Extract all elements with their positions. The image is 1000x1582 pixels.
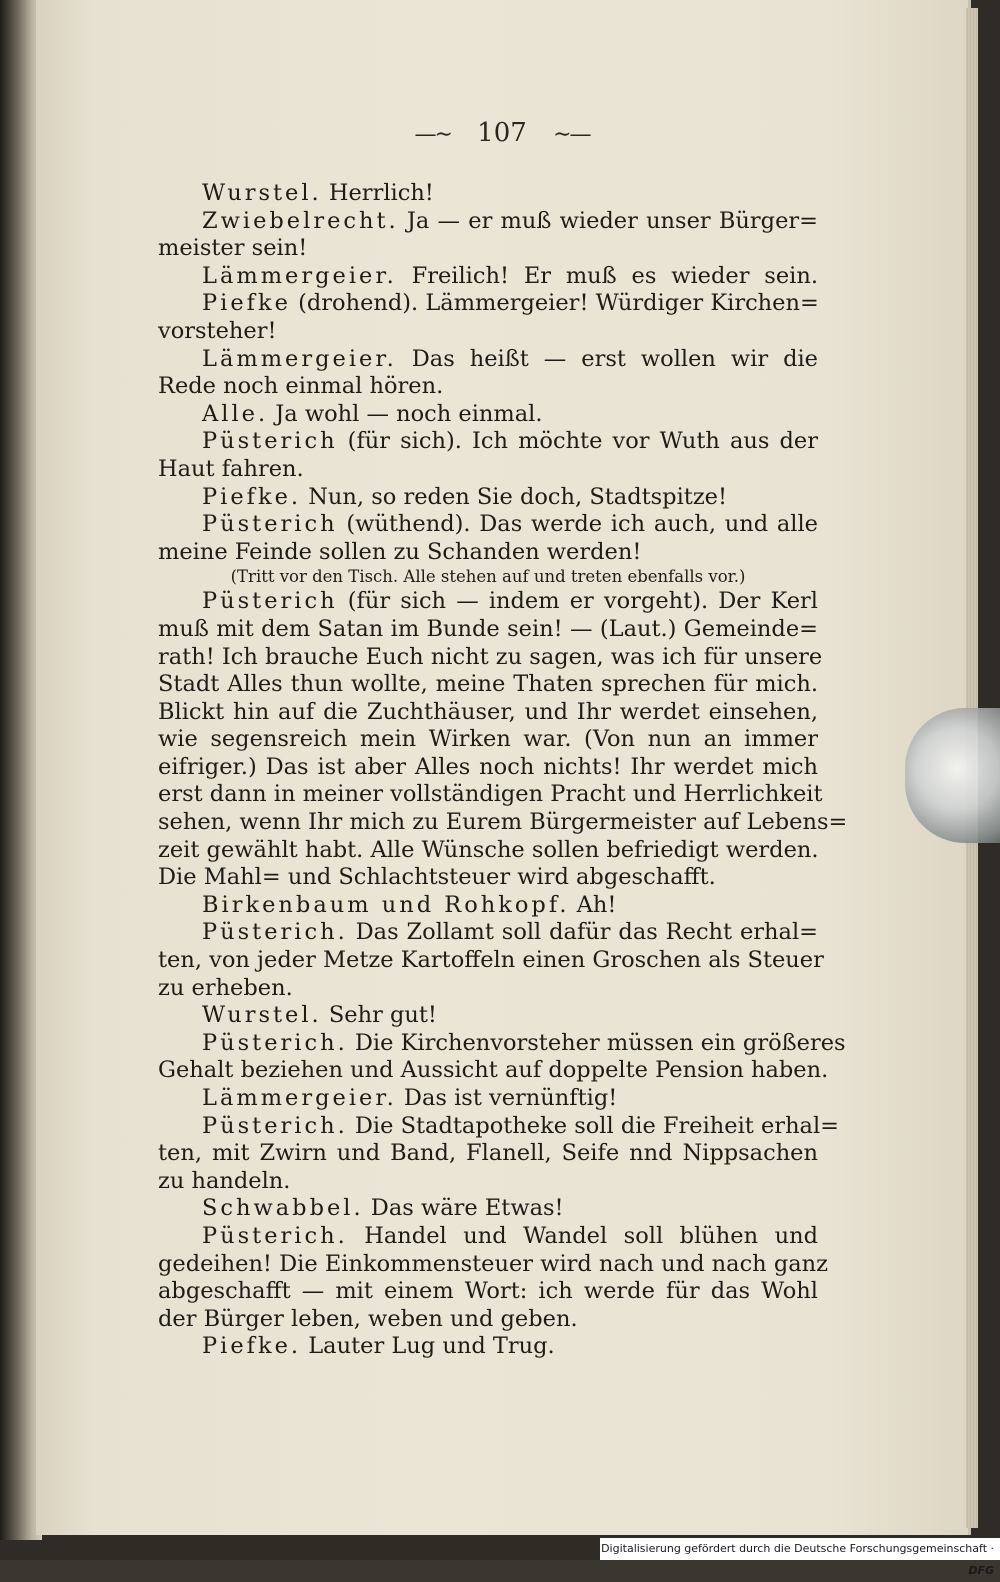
text-line <box>158 235 818 263</box>
speaker-name: Lämmergeier. <box>202 1085 397 1111</box>
line-text: Ja wohl — noch einmal. <box>268 400 543 427</box>
line-text: Das ist vernünftig! <box>396 1085 618 1111</box>
text-line <box>158 1223 818 1251</box>
line-text: meine Feinde sollen zu Schanden werden! <box>158 538 642 565</box>
line-text: rath! Ich brauche Euch nicht zu sagen, was ich für unsere <box>158 643 823 670</box>
page-header <box>36 118 968 148</box>
text-line <box>158 456 818 484</box>
text-line <box>158 1002 818 1030</box>
text-line <box>158 616 818 644</box>
speaker-name: Piefke. <box>202 483 302 510</box>
line-text: vorsteher! <box>158 317 277 344</box>
speaker-name: Piefke <box>202 290 291 317</box>
stage-direction <box>158 566 818 588</box>
text-line <box>158 919 818 947</box>
line-text: meister sein! <box>158 235 308 262</box>
header-ornament-right: ∼— <box>553 122 590 147</box>
line-text: (wüthend). Das werde ich auch, und alle <box>337 511 818 538</box>
text-line <box>158 1333 818 1361</box>
digitization-footer <box>600 1538 1000 1577</box>
line-text: Das wäre Etwas! <box>363 1195 564 1222</box>
text-line <box>158 726 818 754</box>
page-number: 107 <box>477 118 527 148</box>
line-text: Die Kirchenvorsteher müssen ein größeres <box>347 1029 846 1056</box>
line-text: zu erheben. <box>158 974 293 1001</box>
text-line <box>158 1057 829 1085</box>
line-text: (für sich). Ich möchte vor Wuth aus der <box>337 428 818 455</box>
text-line <box>158 947 824 975</box>
speaker-name: Schwabbel. <box>202 1195 364 1222</box>
text-line <box>158 484 818 512</box>
line-text: der Bürger leben, weben und geben. <box>158 1305 578 1332</box>
text-line <box>158 346 818 374</box>
line-text: wie segensreich mein Wirken war. (Von nun an immer <box>158 726 818 753</box>
speaker-name: Püsterich <box>202 428 338 455</box>
line-text: Die Mahl= und Schlachtsteuer wird abgeschafft. <box>158 864 716 891</box>
speaker-name: Püsterich <box>202 511 338 538</box>
text-line <box>158 263 818 291</box>
text-line <box>158 428 818 456</box>
speaker-name: Piefke. <box>202 1333 302 1360</box>
text-line <box>158 837 818 865</box>
text-line <box>158 754 818 782</box>
header-ornament-left: —∼ <box>414 122 451 147</box>
speaker-name: Püsterich. <box>202 1112 348 1139</box>
text-line <box>158 1085 818 1113</box>
line-text: Haut fahren. <box>158 455 304 482</box>
line-text: Ah! <box>569 891 617 918</box>
line-text: eifriger.) Das ist aber Alles noch nichts! Ihr werdet mich <box>158 753 818 780</box>
line-text: zu handeln. <box>158 1167 291 1194</box>
line-text: Freilich! Er muß es wieder sein. <box>396 262 818 289</box>
text-line <box>158 1306 818 1334</box>
text-line <box>158 180 818 208</box>
text-line <box>158 781 823 809</box>
line-text: ten, mit Zwirn und Band, Flanell, Seife nnd Nippsachen <box>158 1140 818 1167</box>
text-line <box>158 1278 818 1306</box>
footer-credit-text: Digitalisierung gefördert durch die Deutsche Forschungsgemeinschaft · <box>601 1542 994 1555</box>
text-line <box>158 1250 828 1279</box>
line-text: Blickt hin auf die Zuchthäuser, und Ihr werdet einsehen, <box>158 698 818 725</box>
speaker-name: Püsterich <box>202 588 338 615</box>
text-line <box>158 373 818 401</box>
text-line <box>158 290 818 318</box>
text-line <box>158 1195 818 1223</box>
text-line <box>158 539 818 567</box>
line-text: Nun, so reden Sie doch, Stadtspitze! <box>301 483 728 510</box>
line-text: Stadt Alles thun wollte, meine Thaten sprechen für mich. <box>158 671 818 698</box>
line-text: (Tritt vor den Tisch. Alle stehen auf und treten ebenfalls vor.) <box>230 567 746 587</box>
text-line <box>158 671 818 699</box>
text-line <box>158 588 818 616</box>
text-line <box>158 318 818 346</box>
page-clip <box>905 708 1000 843</box>
line-text: zeit gewählt habt. Alle Wünsche sollen befriedigt werden. <box>158 836 819 863</box>
dfg-logo: DFG <box>968 1564 994 1577</box>
line-text: ten, von jeder Metze Kartoffeln einen Groschen als Steuer <box>158 947 824 974</box>
text-line <box>158 1112 840 1141</box>
speaker-name: Birkenbaum und Rohkopf. <box>202 891 570 918</box>
line-text: Lauter Lug und Trug. <box>301 1333 555 1360</box>
text-line <box>158 699 818 727</box>
line-text: sehen, wenn Ihr mich zu Eurem Bürgermeister auf Lebens= <box>158 809 848 836</box>
text-line <box>158 1140 818 1168</box>
text-line <box>158 208 818 236</box>
line-text: Sehr gut! <box>321 1002 437 1029</box>
line-text: muß mit dem Satan im Bunde sein! — (Laut.) Gemeinde= <box>158 615 818 642</box>
text-line <box>158 643 823 672</box>
text-line <box>158 1168 818 1196</box>
line-text: Herrlich! <box>321 180 434 206</box>
text-line <box>158 1029 846 1058</box>
text-line <box>158 864 818 892</box>
speaker-name: Püsterich. <box>202 919 348 946</box>
line-text: Ja — er muß wieder unser Bürger= <box>398 207 818 234</box>
speaker-name: Wurstel. <box>202 1002 322 1029</box>
line-text: Die Stadtapotheke soll die Freiheit erhal= <box>347 1112 840 1139</box>
text-line <box>158 809 848 837</box>
speaker-name: Lämmergeier. <box>202 345 397 372</box>
line-text: erst dann in meiner vollständigen Pracht und Herrlichkeit <box>158 781 823 808</box>
speaker-name: Wurstel. <box>202 180 322 206</box>
speaker-name: Lämmergeier. <box>202 262 397 289</box>
line-text: Rede noch einmal hören. <box>158 373 444 400</box>
line-text: (für sich — indem er vorgeht). Der Kerl <box>337 588 818 615</box>
line-text: (drohend). Lämmergeier! Würdiger Kirchen= <box>290 290 819 317</box>
text-line <box>158 401 818 429</box>
speaker-name: Zwiebelrecht. <box>202 207 399 234</box>
text-line <box>158 975 818 1003</box>
line-text: Das Zollamt soll dafür das Recht erhal= <box>347 919 818 946</box>
line-text: Handel und Wandel soll blühen und <box>347 1222 818 1249</box>
text-line <box>158 892 818 920</box>
line-text: Das heißt — erst wollen wir die <box>396 345 818 372</box>
speaker-name: Püsterich. <box>202 1029 348 1056</box>
line-text: gedeihen! Die Einkommensteuer wird nach und nach ganz <box>158 1250 828 1277</box>
line-text: Gehalt beziehen und Aussicht auf doppelte Pension haben. <box>158 1057 829 1084</box>
line-text: abgeschafft — mit einem Wort: ich werde für das Wohl <box>158 1278 818 1305</box>
speaker-name: Püsterich. <box>202 1222 348 1249</box>
page-body-text <box>158 180 848 1361</box>
text-line <box>158 511 818 539</box>
speaker-name: Alle. <box>202 400 269 427</box>
